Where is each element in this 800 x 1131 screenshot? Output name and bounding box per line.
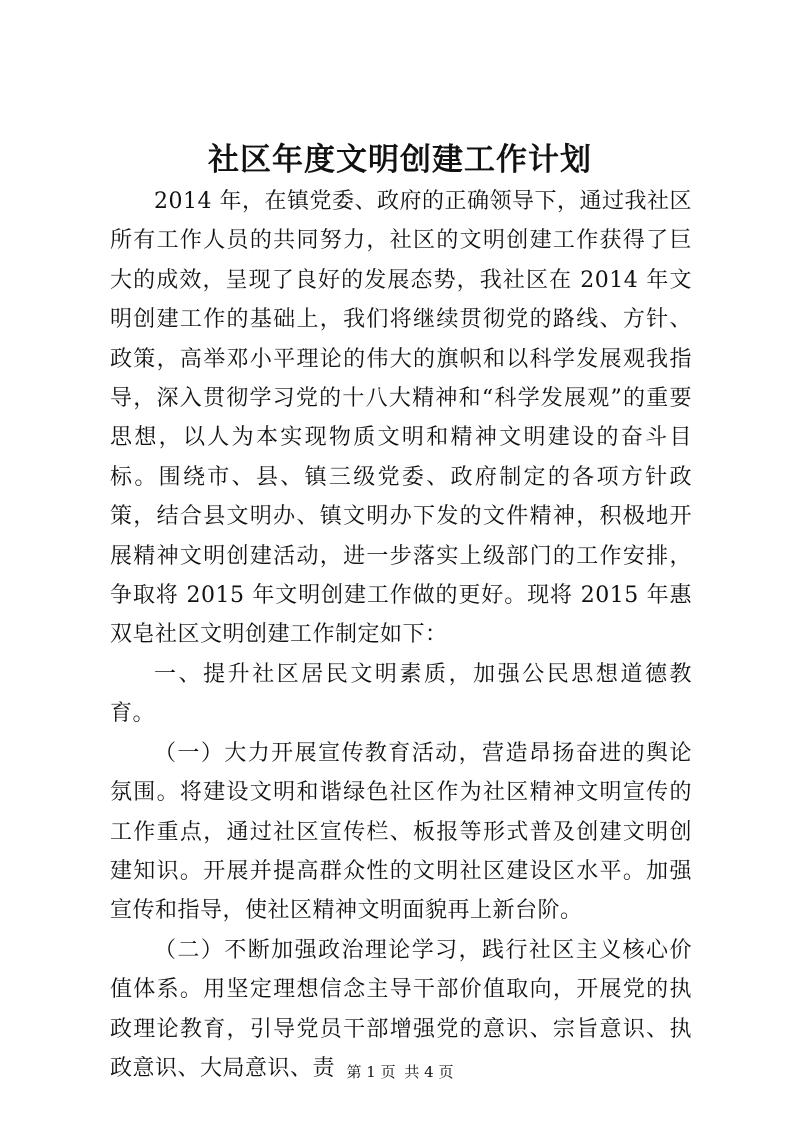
paragraph-subsection-1: （一）大力开展宣传教育活动，营造昂扬奋进的舆论氛围。将建设文明和谐绿色社区作为社区精神文明宣传的工作重点，通过社区宣传栏、板报等形式普及创建文明创建知识。开展并提高群众性的文明社区建设区水平。加强宣传和指导，使社区精神文明面貌再上新台阶。 — [110, 740, 692, 924]
paragraph-subsection-2: （二）不断加强政治理论学习，践行社区主义核心价值体系。用坚定理想信念主导干部价值取向，开展党的执政理论教育，引导党员干部增强党的意识、宗旨意识、执政意识、大局意识、责 — [110, 937, 692, 1081]
page-footer — [0, 1062, 800, 1082]
paragraph-section-1-heading: 一、提升社区居民文明素质，加强公民思想道德教育。 — [110, 661, 692, 727]
page-total: 共 4 页 — [404, 1063, 454, 1081]
document-title: 社区年度文明创建工作计划 — [208, 142, 592, 178]
document-body — [110, 182, 692, 1088]
paragraph-intro: 2014 年，在镇党委、政府的正确领导下，通过我社区所有工作人员的共同努力，社区的文明创建工作获得了巨大的成效，呈现了良好的发展态势，我社区在 2014 年文明创建工作的基础上，我们将继续贯彻党的路线、方针、政策，高举邓小平理论的伟大的旗帜和以科学发展观我指导，深入贯彻学习党的十八大精神和“科学发展观”的重要思想，以人为本实现物质文明和精神文明建设的奋斗目标。围绕市、县、镇三级党委、政府制定的各项方针政策，结合县文明办、镇文明办下发的文件精神，积极地开展精神文明创建活动，进一步落实上级部门的工作安排，争取将 2015 年文明创建工作做的更好。现将 2015 年惠双皂社区文明创建工作制定如下： — [110, 189, 692, 648]
page-number: 第 1 页 — [346, 1063, 396, 1081]
